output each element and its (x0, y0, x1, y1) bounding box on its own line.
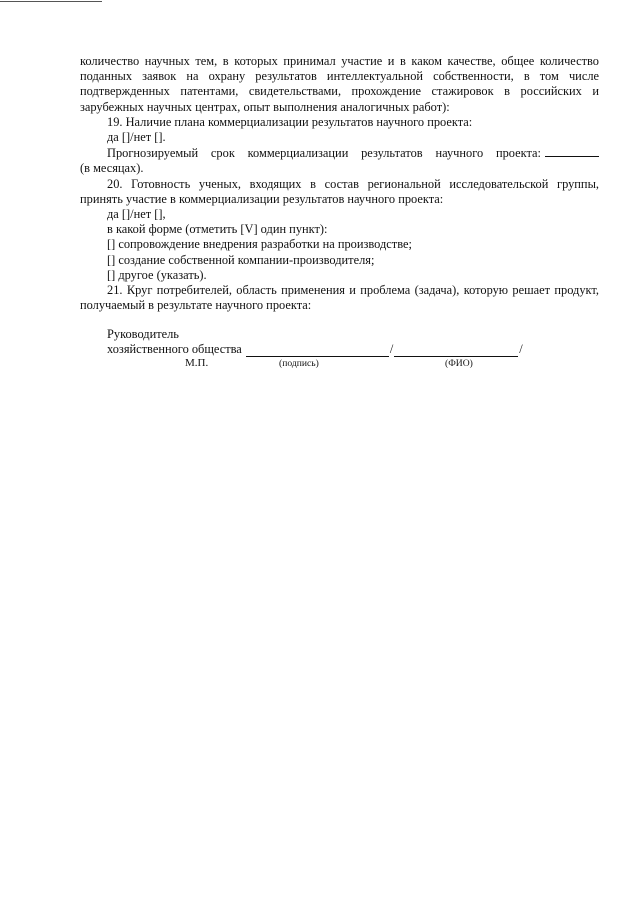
slash-separator: / (389, 342, 394, 357)
item-21-title: 21. Круг потребителей, область применения и проблема (задача), которую решает продукт, получаемый в результате научного проекта: (80, 283, 599, 313)
item-20-answer: да []/нет [], (107, 207, 166, 222)
signature-caption: (подпись) (279, 358, 319, 370)
document-page (80, 54, 599, 313)
intro-paragraph: количество научных тем, в которых принимал участие и в каком качестве, общее количество поданных заявок на охрану результатов интеллектуальной собственности, в том числе подтвержденных патентами, свидетельствами, прохождение стажировок в российских и зарубежных научных центрах, опыт выполнения аналогичных работ): (80, 54, 599, 114)
slash-separator: / (519, 342, 523, 357)
item-19-answer: да []/нет []. (107, 130, 166, 145)
signature-captions (107, 357, 547, 371)
stamp-label: М.П. (185, 357, 209, 370)
item-20-option: [] другое (указать). (107, 267, 207, 282)
top-edge-rule (0, 1, 102, 2)
name-caption: (ФИО) (445, 358, 473, 370)
item-19-term-blank[interactable] (545, 145, 599, 157)
item-20-title: 20. Готовность ученых, входящих в состав региональной исследовательской группы, принять участие в коммерциализации результатов научного проекта: (80, 176, 599, 206)
item-19-term-unit: (в месяцах). (80, 161, 144, 176)
signer-role-line1: Руководитель (107, 327, 179, 341)
signature-row (107, 342, 547, 357)
item-19-title: 19. Наличие плана коммерциализации результатов научного проекта: (107, 114, 473, 129)
signer-role-line2: хозяйственного общества (107, 342, 242, 357)
signature-block (107, 327, 547, 371)
item-20-option: [] создание собственной компании-производителя; (107, 252, 375, 267)
item-20-option: [] сопровождение внедрения разработки на производстве; (107, 237, 412, 252)
item-20-form-prompt: в какой форме (отметить [V] один пункт): (107, 222, 328, 237)
item-19-term-line (80, 145, 599, 161)
item-19-term-text: Прогнозируемый срок коммерциализации результатов научного проекта: (107, 146, 541, 161)
